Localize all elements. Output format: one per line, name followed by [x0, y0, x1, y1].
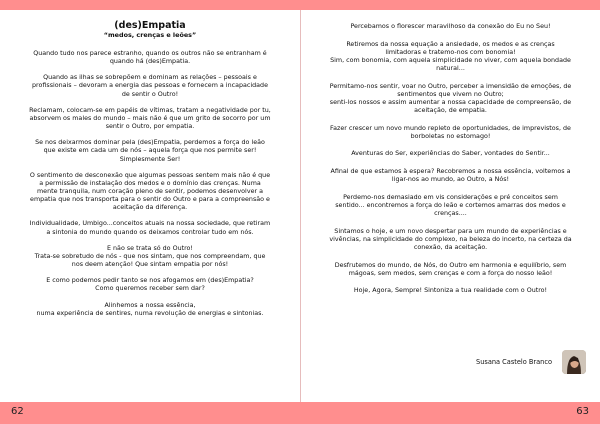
- paragraph-line: Quando tudo nos parece estranho, quando os outros não se entranham é: [33, 50, 267, 57]
- paragraph-line: sentimentos que vivem no Outro;: [397, 90, 504, 98]
- paragraph: [12, 107, 288, 131]
- paragraph-line: Sintamos o hoje, e um novo despertar para um mundo de experiências e: [334, 227, 567, 235]
- paragraph: [313, 150, 588, 158]
- page-number-right: 63: [576, 406, 589, 417]
- paragraph: [313, 125, 588, 141]
- left-body: [12, 50, 288, 318]
- paragraph-line: quando há (des)Empatia.: [109, 58, 191, 66]
- paragraph-line: sentir o Outro, por empatia.: [105, 123, 195, 131]
- paragraph-line: Hoje, Agora, Sempre! Sintoniza a tua realidade com o Outro!: [353, 287, 548, 295]
- article-subtitle: “medos, crenças e leões”: [103, 31, 197, 39]
- paragraph: [313, 262, 588, 278]
- left-page: [0, 10, 300, 402]
- paragraph-line: profissionais – devoram a energia das pessoas e fornecem a incapacidade: [32, 82, 268, 90]
- paragraph: [12, 139, 288, 163]
- paragraph-line: mágoas, sem medos, sem crenças e com a força do nosso leão!: [348, 269, 553, 277]
- page-number-left: 62: [11, 406, 24, 417]
- paragraph: [313, 23, 588, 31]
- paragraph-line: sentido... encontremos a força do leão e cortemos amarras dos medos e: [335, 201, 566, 209]
- paragraph-line: numa experiência de sentires, numa revolução de energias e sintonias.: [36, 309, 264, 317]
- paragraph-line: Fazer crescer um novo mundo repleto de oportunidades, de imprevistos, de: [330, 124, 571, 132]
- paragraph-line: Trata-se sobretudo de nós - que nos sintam, que nos compreendam, que: [34, 252, 266, 260]
- paragraph-line: borboletas no estomago!: [410, 132, 491, 140]
- paragraph-line: Reclamam, colocam-se em papéis de vítimas, tratam a negatividade por tu,: [29, 106, 271, 114]
- paragraph-line: aceitação da diferença.: [112, 204, 188, 212]
- paragraph-line: Aventuras do Ser, experiências do Saber, vontades do Sentir...: [351, 150, 550, 158]
- paragraph: [12, 302, 288, 318]
- paragraph-line: aceitação, de empatia.: [414, 106, 487, 114]
- paragraph-line: limitadoras e tratemo-nos com bonomia!: [385, 48, 516, 56]
- author-photo: [562, 350, 586, 374]
- paragraph-line: Alinhemos a nossa essência,: [104, 301, 196, 309]
- paragraph-line: a permissão de instalação dos medos e o domínio das crenças. Numa: [39, 179, 261, 187]
- paragraph-line: mente tranquila, num coração pleno de sentir, podemos desenvolver a: [36, 187, 263, 195]
- paragraph: [313, 168, 588, 184]
- paragraph-line: O sentimento de desconexão que algumas pessoas sentem mais não é que: [29, 171, 271, 179]
- paragraph-line: que existe em cada um de nós – aquela força que nos permite ser!: [43, 147, 257, 155]
- paragraph: [12, 220, 288, 236]
- right-page: [301, 10, 600, 402]
- paragraph-line: Desfrutemos do mundo, de Nós, do Outro em harmonia e equilíbrio, sem: [334, 261, 567, 269]
- paragraph-line: nos deem atenção! Que sintam empatia por nós!: [71, 261, 229, 268]
- paragraph-line: Perdemo-nos demasiado em vis considerações e pré conceitos sem: [343, 193, 558, 201]
- top-band: [0, 0, 600, 10]
- paragraph-line: Retiremos da nossa equação a ansiedade, os medos e as crenças: [346, 40, 555, 48]
- paragraph-line: conexão, da aceitação.: [413, 243, 488, 251]
- paragraph-line: Afinal de que estamos à espera? Recobremos a nossa essência, voltemos a: [330, 168, 571, 176]
- paragraph-line: Percebamos o florescer maravilhoso da conexão do Eu no Seu!: [350, 23, 551, 30]
- paragraph-line: E não se trata só do Outro!: [107, 244, 193, 252]
- paragraph-line: absorvem os males do mundo – mais não é que um grito de socorro por um: [29, 114, 271, 122]
- paragraph-line: E como podemos pedir tanto se nos afogamos em (des)Empatia?: [46, 277, 254, 285]
- paragraph: [313, 228, 588, 252]
- paragraph: [12, 277, 288, 293]
- paragraph: [313, 41, 588, 73]
- paragraph-line: de sentir o Outro!: [121, 90, 179, 98]
- right-body: [313, 23, 588, 296]
- article-title: (des)Empatia: [114, 20, 186, 31]
- paragraph-line: vivências, na simplicidade do complexo, na beleza do incerto, na certeza da: [329, 235, 572, 243]
- signature: [476, 350, 586, 374]
- paragraph: [313, 194, 588, 218]
- paragraph-line: senti-los nossos e assim aumentar a nossa capacidade de compreensão, de: [329, 98, 572, 106]
- paragraph-line: Permitamo-nos sentir, voar no Outro, perceber a imensidão de emoções, de: [329, 82, 572, 90]
- paragraph: [313, 287, 588, 295]
- author-portrait-icon: [562, 350, 586, 374]
- paragraph-line: empatia que nos transporta para o sentir do Outro e para a compreensão e: [30, 196, 270, 204]
- paragraph: [12, 172, 288, 212]
- paragraph: [12, 74, 288, 98]
- bottom-band: [0, 402, 600, 424]
- paragraph-line: Sim, com bonomia, com aquela simplicidade no viver, com aquela bondade: [330, 56, 571, 64]
- paragraph: [12, 245, 288, 269]
- paragraph-line: Simplesmente Ser!: [119, 155, 181, 163]
- paragraph-line: Como queremos receber sem dar?: [95, 285, 205, 293]
- paragraph-line: Quando as ilhas se sobrepõem e dominam as relações – pessoais e: [43, 74, 257, 82]
- paragraph-line: Individualidade, Umbigo...conceitos atuais na nossa sociedade, que retiram: [29, 220, 271, 228]
- paragraph: [12, 50, 288, 66]
- paragraph-line: a sintonia do mundo quando os deixamos controlar tudo em nós.: [46, 228, 254, 236]
- author-name: Susana Castelo Branco: [476, 358, 552, 366]
- paragraph: [313, 83, 588, 115]
- paragraph-line: ligar-nos ao mundo, ao Outro, a Nós!: [391, 176, 510, 184]
- paragraph-line: Se nos deixarmos dominar pela (des)Empatia, perdemos a força do leão: [35, 139, 265, 147]
- paragraph-line: crenças....: [434, 210, 467, 218]
- paragraph-line: natural...: [436, 64, 465, 72]
